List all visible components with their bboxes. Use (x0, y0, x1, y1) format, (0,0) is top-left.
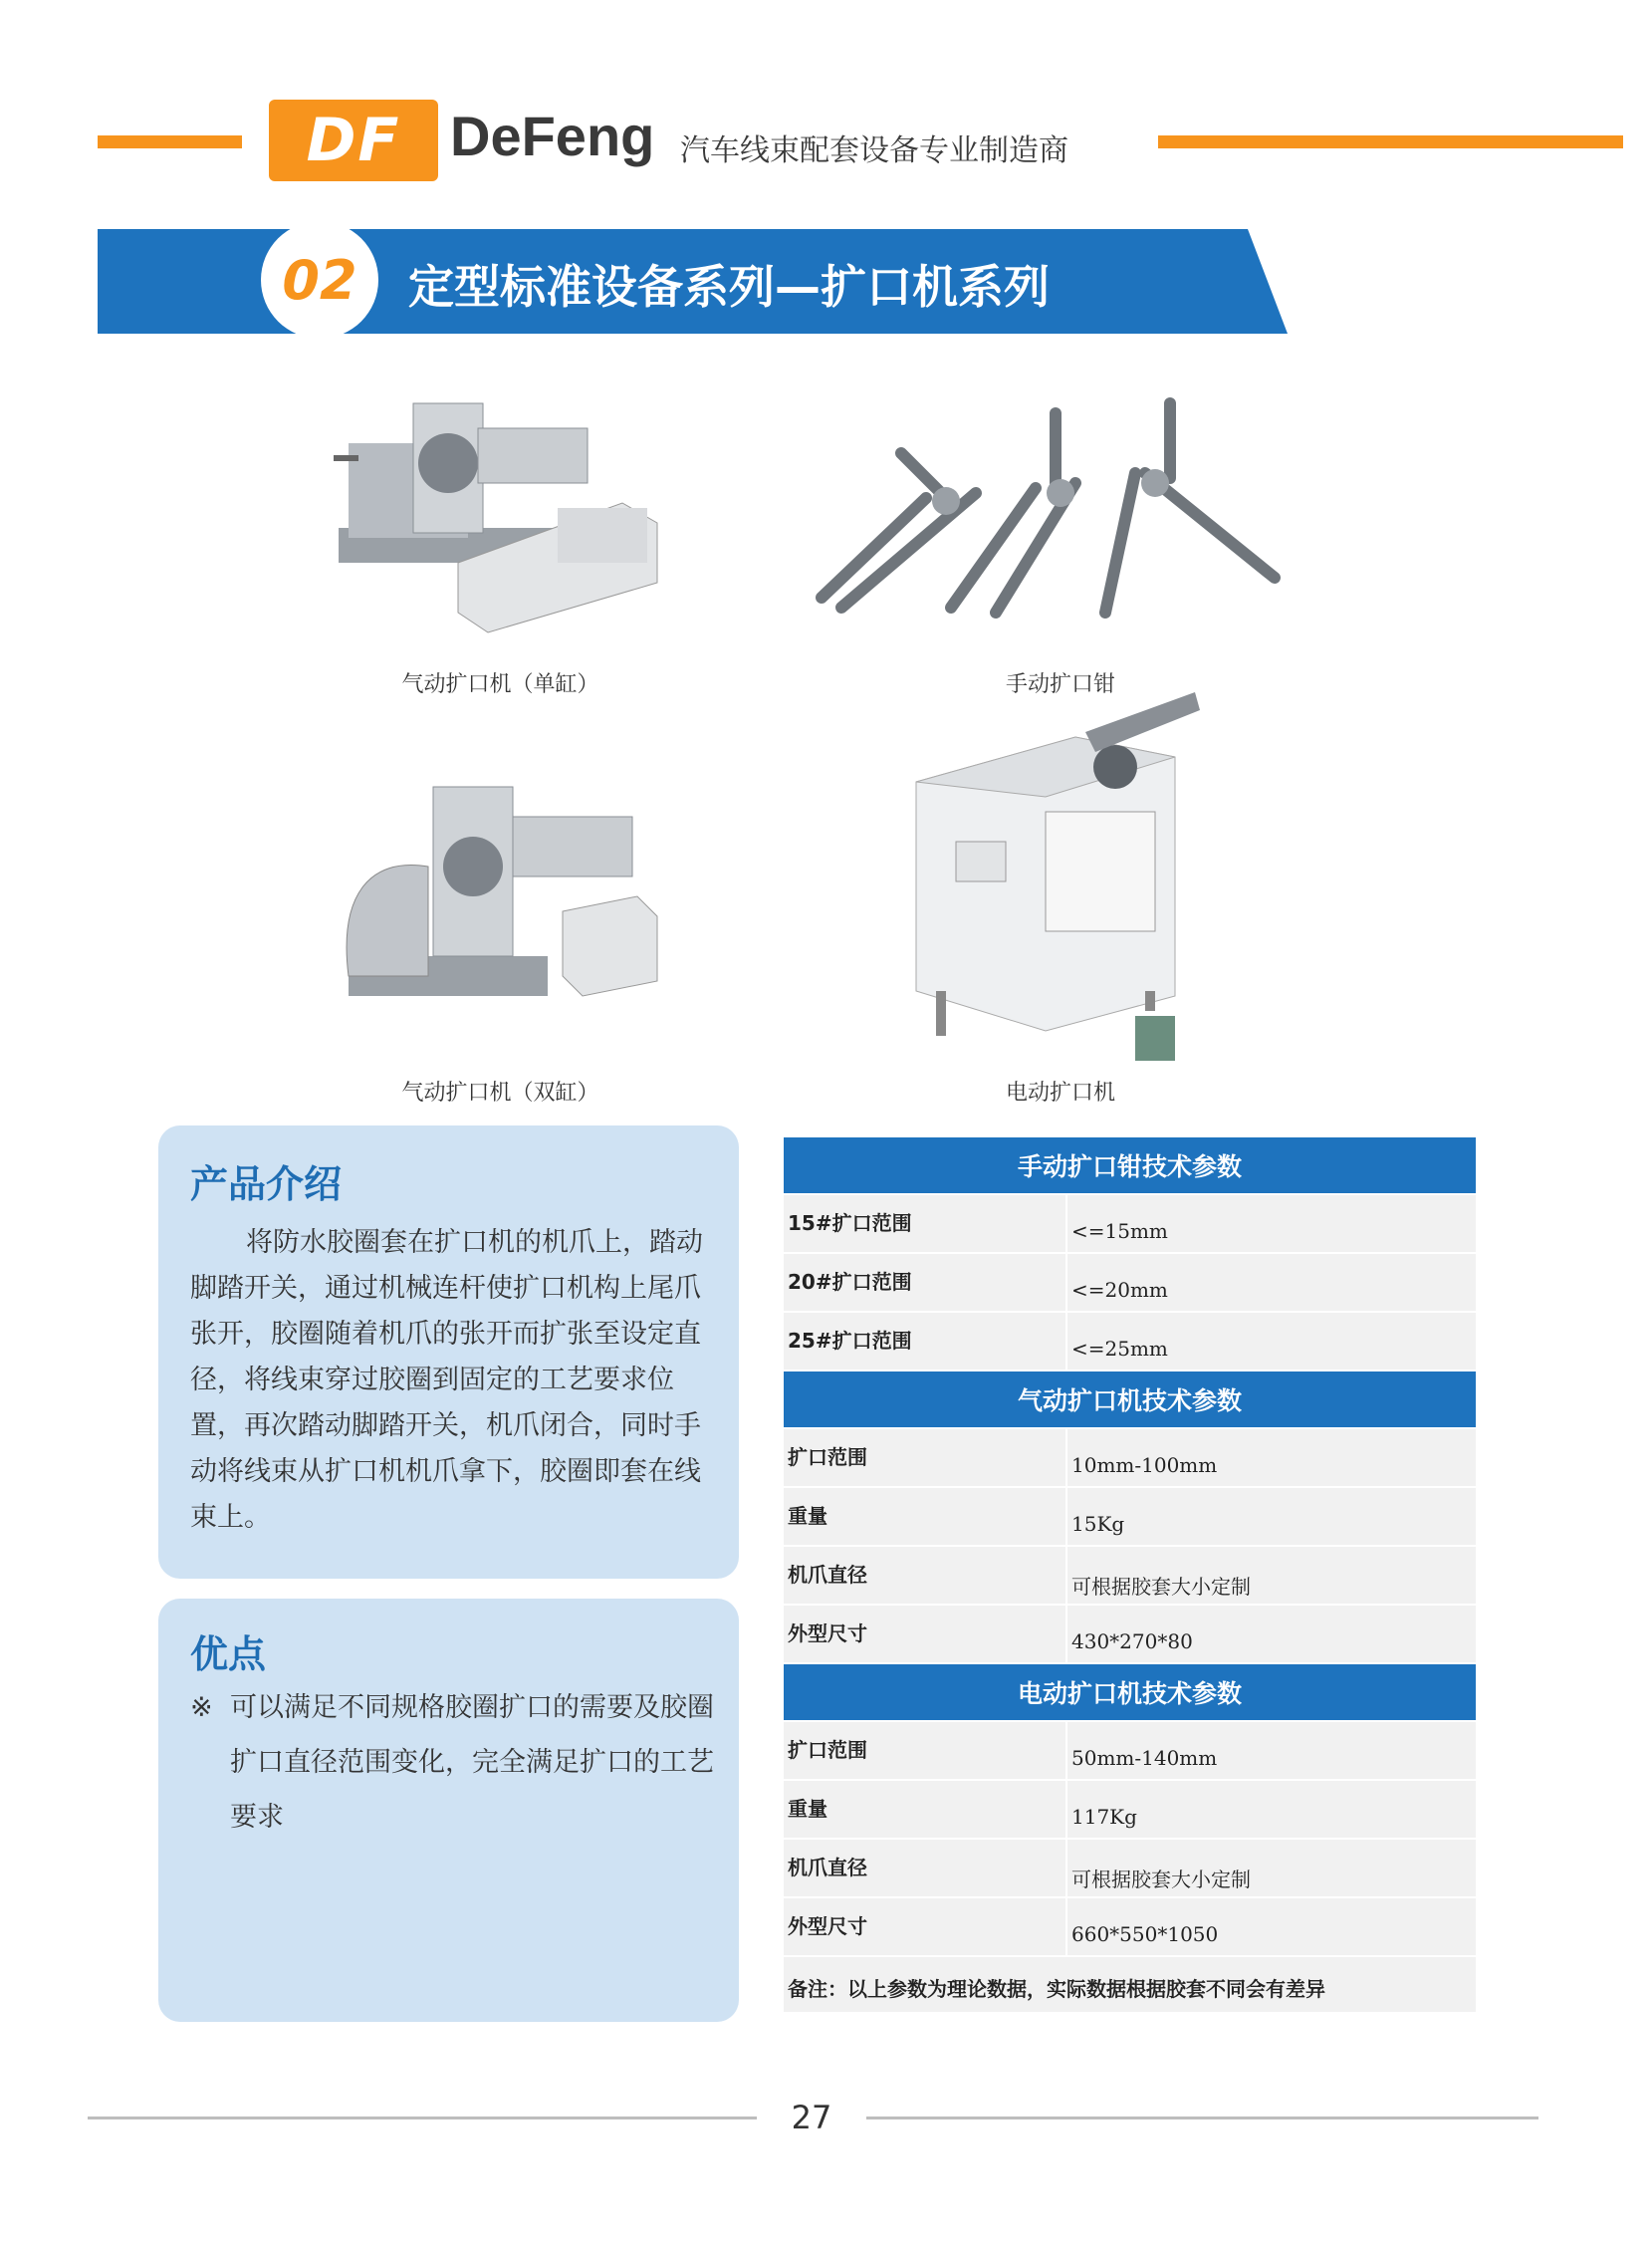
row-key: 重量 (784, 1781, 1067, 1838)
intro-title: 产品介绍 (190, 1162, 343, 1206)
intro-text: 将防水胶圈套在扩口机的机爪上，踏动脚踏开关，通过机械连杆使扩口机构上尾爪张开，胶圈随着机爪的张开而扩张至设定直径，将线束穿过胶圈到固定的工艺要求位置，再次踏动脚踏开关，机爪闭合，同时手动将线束从扩口机机爪拿下，胶圈即套在线束上。 (190, 1227, 703, 1533)
row-key: 扩口范围 (784, 1429, 1067, 1486)
row-value: <=15mm (1071, 1219, 1168, 1243)
advantages-text: 可以满足不同规格胶圈扩口的需要及胶圈扩口直径范围变化，完全满足扩口的工艺要求 (230, 1692, 714, 1833)
footer-line-right (866, 2117, 1538, 2119)
table-row (784, 1781, 1476, 1840)
table-row (784, 1195, 1476, 1254)
logo-text: DF (306, 106, 401, 175)
advantages-title: 优点 (190, 1632, 267, 1676)
row-value: 10mm-100mm (1071, 1453, 1218, 1477)
reference-mark-icon: ※ (190, 1692, 213, 1723)
row-key: 机爪直径 (784, 1840, 1067, 1896)
electric-expanding-machine-image (896, 692, 1225, 1066)
advantages-panel (158, 1599, 739, 2022)
section-header-pneumatic: 气动扩口机技术参数 (784, 1371, 1476, 1429)
page-number: 27 (791, 2099, 832, 2136)
table-row (784, 1547, 1476, 1606)
header-line-right (1158, 135, 1623, 148)
table-row (784, 1488, 1476, 1547)
caption-pneumatic-single: 气动扩口机（单缸） (401, 672, 599, 697)
brand-name: DeFeng (450, 105, 655, 167)
row-key: 外型尺寸 (784, 1606, 1067, 1662)
row-key: 15#扩口范围 (784, 1195, 1067, 1252)
manual-expanding-pliers-image (807, 383, 1295, 623)
table-row (784, 1254, 1476, 1313)
header-line-left (98, 135, 242, 148)
section-title: 定型标准设备系列—扩口机系列 (408, 260, 1050, 314)
row-key: 机爪直径 (784, 1547, 1067, 1604)
row-value: 50mm-140mm (1071, 1746, 1218, 1770)
row-value: <=25mm (1071, 1337, 1168, 1361)
pneumatic-double-cylinder-machine-image (339, 777, 667, 1036)
section-header-manual: 手动扩口钳技术参数 (784, 1137, 1476, 1195)
row-value: <=20mm (1071, 1278, 1168, 1302)
tagline: 汽车线束配套设备专业制造商 (680, 133, 1068, 168)
pneumatic-single-cylinder-machine-image (329, 383, 672, 642)
caption-electric: 电动扩口机 (1005, 1081, 1115, 1106)
table-row (784, 1606, 1476, 1664)
table-row (784, 1429, 1476, 1488)
table-row (784, 1898, 1476, 1957)
section-number-badge (261, 221, 378, 339)
row-key: 扩口范围 (784, 1722, 1067, 1779)
row-value: 117Kg (1071, 1805, 1137, 1829)
caption-pneumatic-double: 气动扩口机（双缸） (401, 1081, 599, 1106)
row-key: 重量 (784, 1488, 1067, 1545)
spec-table (784, 1137, 1476, 2012)
product-intro-panel (158, 1125, 739, 1579)
row-key: 25#扩口范围 (784, 1313, 1067, 1370)
table-row (784, 1722, 1476, 1781)
row-value: 430*270*80 (1071, 1629, 1193, 1653)
caption-manual-pliers: 手动扩口钳 (1005, 672, 1115, 697)
row-value: 可根据胶套大小定制 (1071, 1575, 1251, 1599)
section-number: 02 (282, 248, 357, 312)
row-value: 可根据胶套大小定制 (1071, 1868, 1251, 1891)
footer-line-left (88, 2117, 757, 2119)
row-key: 外型尺寸 (784, 1898, 1067, 1955)
row-key: 20#扩口范围 (784, 1254, 1067, 1311)
table-row (784, 1840, 1476, 1898)
advantages-text-block (190, 1680, 718, 1845)
section-header-electric: 电动扩口机技术参数 (784, 1664, 1476, 1722)
row-value: 15Kg (1071, 1512, 1125, 1536)
table-note: 备注：以上参数为理论数据，实际数据根据胶套不同会有差异 (784, 1957, 1476, 2012)
logo (269, 100, 438, 181)
table-row (784, 1313, 1476, 1371)
row-value: 660*550*1050 (1071, 1922, 1219, 1946)
